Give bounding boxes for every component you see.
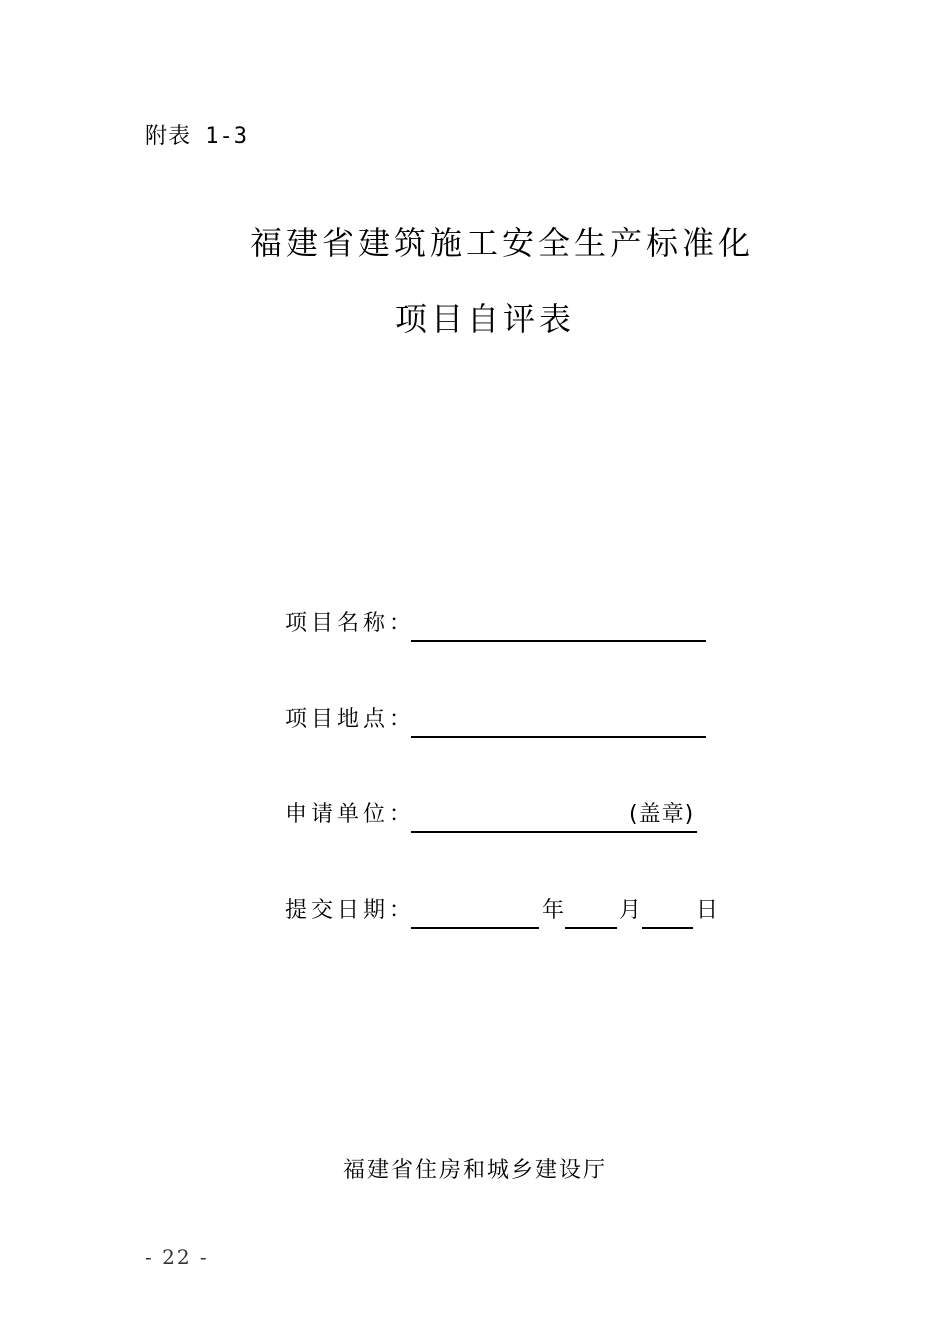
project-name-blank [411,640,706,642]
document-subtitle: 项目自评表 [394,300,575,338]
year-blank [411,927,539,929]
applicant-label: 申请单位： [285,802,416,827]
issuing-organization: 福建省住房和城乡建设厅 [342,1158,607,1183]
month-blank [565,927,617,929]
year-unit: 年 [542,898,565,923]
page-number: - 22 - [145,1245,209,1269]
document-title: 福建省建筑施工安全生产标准化 [249,224,754,262]
stamp-note: (盖章) [629,802,695,827]
day-blank [642,927,693,929]
month-unit: 月 [619,898,642,923]
attachment-label: 附表 1-3 [145,124,248,149]
submit-date-label: 提交日期： [285,898,416,923]
applicant-blank [411,831,697,833]
day-unit: 日 [696,898,719,923]
project-location-blank [411,736,706,738]
project-location-label: 项目地点： [285,707,416,732]
project-name-label: 项目名称： [285,611,416,636]
